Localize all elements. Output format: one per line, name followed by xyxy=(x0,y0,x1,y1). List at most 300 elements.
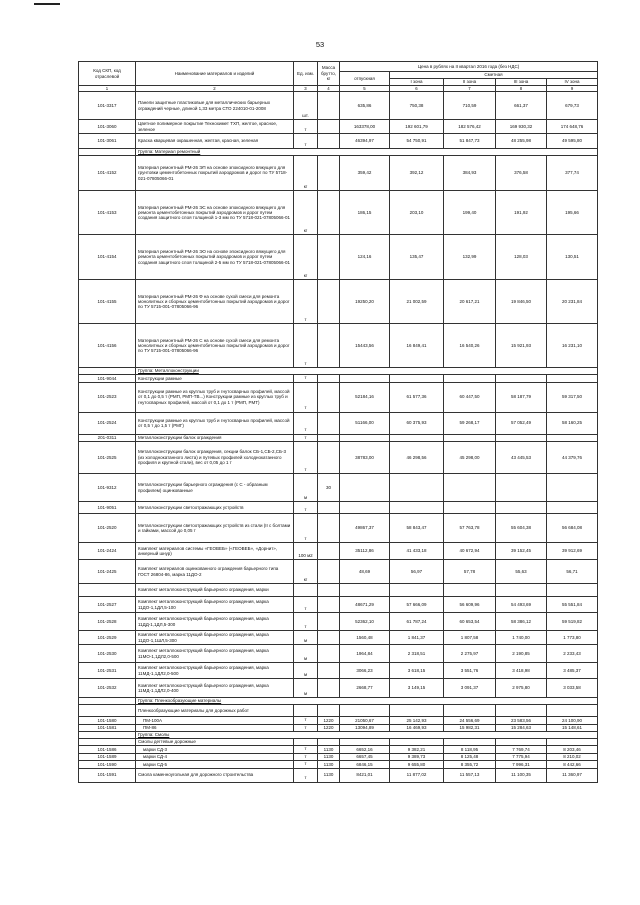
corner-mark xyxy=(34,3,60,5)
table-row xyxy=(79,412,598,434)
cell-code: 101-3061 xyxy=(79,134,136,149)
cell-zone-3: 39 152,45 xyxy=(496,543,547,560)
cell-zone-3 xyxy=(496,739,547,746)
cell-zone-4: 56 684,08 xyxy=(547,514,598,543)
cell-release-price: 6652,16 xyxy=(340,746,390,753)
cell-mass xyxy=(318,679,340,698)
table-row xyxy=(79,724,598,731)
cell-name: Комплект металлоконструкций барьерного ограждения, марка 11МД-1,1ДЛ2,0-500 xyxy=(136,663,294,679)
table-row xyxy=(79,375,598,382)
table-row xyxy=(79,584,598,597)
cell-zone-2: 3 091,37 xyxy=(444,679,496,698)
cell-name: Пленкообразующие материалы для дорожных работ xyxy=(136,705,294,717)
cell-zone-3: 55 604,38 xyxy=(496,514,547,543)
cell-zone-3: 661,37 xyxy=(496,92,547,120)
table-row xyxy=(79,613,598,631)
cell-unit: т xyxy=(294,134,318,149)
cell-code: 101-9312 xyxy=(79,474,136,502)
cell-name: Комплект металлоконструкций барьерного ограждения, марка 11ДО-1,1ШЛ,5-300 xyxy=(136,631,294,645)
group-title: Группа: Металлоконструкции xyxy=(136,368,598,375)
cell-release-price: 1964,84 xyxy=(340,645,390,663)
cell-zone-2: 2 275,97 xyxy=(444,645,496,663)
header-release: отпускная xyxy=(340,72,390,86)
cell-release-price: 2668,77 xyxy=(340,679,390,698)
cell-release-price: 35112,86 xyxy=(340,543,390,560)
table-row xyxy=(79,191,598,235)
cell-zone-3: 19 846,50 xyxy=(496,280,547,324)
table-row xyxy=(79,120,598,134)
table-row xyxy=(79,235,598,280)
cell-release-price: 46394,97 xyxy=(340,134,390,149)
cell-zone-1: 54 750,91 xyxy=(390,134,444,149)
table-row xyxy=(79,382,598,412)
cell-code: 101-4155 xyxy=(79,280,136,324)
cell-release-price: 21050,67 xyxy=(340,717,390,724)
table-row xyxy=(79,156,598,191)
cell-zone-1: 1 841,37 xyxy=(390,631,444,645)
group-title: Группа: Смолы xyxy=(136,732,598,739)
cell-release-price xyxy=(340,705,390,717)
cell-mass xyxy=(318,92,340,120)
cell-zone-2: 59 268,17 xyxy=(444,412,496,434)
cell-zone-3: 55,63 xyxy=(496,560,547,584)
table-row xyxy=(79,597,598,613)
cell-unit: кг xyxy=(294,156,318,191)
cell-code xyxy=(79,368,136,375)
cell-zone-3: 376,58 xyxy=(496,156,547,191)
header-zone-2: II зона xyxy=(444,79,496,86)
cell-zone-4 xyxy=(547,739,598,746)
col-number: 2 xyxy=(136,86,294,92)
cell-name: Конструкции рамные из круглых труб и гнутосварных профилей, массой от 0,1 до 0,5 т (РМП, РМП-ТВ...) Конструкции рамные из круглых труб и гнутосварных профилей, массой от 0,1 до 1 т (РМП, РМТ) xyxy=(136,382,294,412)
cell-name: марки СД-3 xyxy=(136,746,294,753)
cell-unit xyxy=(294,584,318,597)
cell-zone-1: 25 142,93 xyxy=(390,717,444,724)
cell-zone-1 xyxy=(390,584,444,597)
cell-zone-3: 2 190,85 xyxy=(496,645,547,663)
cell-zone-4: 59 519,82 xyxy=(547,613,598,631)
cell-release-price xyxy=(340,434,390,441)
cell-mass: 1220 xyxy=(318,717,340,724)
cell-zone-4 xyxy=(547,434,598,441)
cell-mass xyxy=(318,434,340,441)
cell-unit: м xyxy=(294,663,318,679)
cell-name: Металлоконструкции балок ограждения, секции балок СБ-1,СБ-2,СБ-3 (из холоднокатанного листа) и путевых профилей холоднокатанного профиля и крупной стали), вес от 0,05 до 1 т xyxy=(136,442,294,474)
cell-zone-2: 15 982,31 xyxy=(444,724,496,731)
table-body xyxy=(79,92,598,782)
cell-code: 101-4153 xyxy=(79,191,136,235)
table-row xyxy=(79,717,598,724)
cell-zone-3 xyxy=(496,705,547,717)
cell-unit: т xyxy=(294,502,318,514)
cell-release-price: 13094,89 xyxy=(340,724,390,731)
cell-zone-4: 2 233,43 xyxy=(547,645,598,663)
cell-unit: кг xyxy=(294,560,318,584)
cell-name: Смола каменноугольная для дорожного строительства xyxy=(136,768,294,782)
cell-code: 101-1580 xyxy=(79,717,136,724)
cell-zone-1 xyxy=(390,375,444,382)
cell-zone-3: 7 769,74 xyxy=(496,746,547,753)
cell-release-price: 6657,45 xyxy=(340,753,390,760)
cell-name: Краска кварцевая окрашенная, желтая, красная, зеленая xyxy=(136,134,294,149)
cell-code: 101-2525 xyxy=(79,442,136,474)
cell-code: 101-2524 xyxy=(79,412,136,434)
cell-name: Материал ремонтный РМ-26 С на основе сухой смеси для ремонта монолитных и сборных цементобетонных покрытий аэродромов и дорог по ТУ 5715-001-07805066-96 xyxy=(136,324,294,368)
table-row xyxy=(79,543,598,560)
table-row xyxy=(79,560,598,584)
cell-unit: м xyxy=(294,645,318,663)
cell-zone-2: 40 672,94 xyxy=(444,543,496,560)
cell-unit: м xyxy=(294,631,318,645)
header-code: Код СКП, код отраслевой xyxy=(79,62,136,86)
cell-code: 101-1591 xyxy=(79,768,136,782)
cell-mass xyxy=(318,442,340,474)
cell-mass: 1130 xyxy=(318,761,340,768)
cell-zone-4: 1 773,80 xyxy=(547,631,598,645)
cell-release-price xyxy=(340,474,390,502)
cell-mass xyxy=(318,235,340,280)
cell-mass xyxy=(318,514,340,543)
cell-zone-2 xyxy=(444,434,496,441)
cell-unit: кг xyxy=(294,235,318,280)
col-number: 3 xyxy=(294,86,318,92)
cell-unit: т xyxy=(294,597,318,613)
cell-release-price xyxy=(340,502,390,514)
cell-name: Конструкции рамные из круглых труб и гнутосварных профилей, массой от 0,5 т до 1,5 т (РМГ) xyxy=(136,412,294,434)
header-unit: Ед. изм. xyxy=(294,62,318,86)
cell-name: Цветное полимерное покрытие Технохимет ТХП, желтое, красное, зеленое xyxy=(136,120,294,134)
cell-unit: т xyxy=(294,434,318,441)
cell-name: Комплект металлоконструкций барьерного ограждения, марки xyxy=(136,584,294,597)
col-number: 6 xyxy=(390,86,444,92)
cell-mass: 1130 xyxy=(318,768,340,782)
cell-zone-3: 15 284,63 xyxy=(496,724,547,731)
cell-mass xyxy=(318,597,340,613)
cell-code: 101-4152 xyxy=(79,156,136,191)
cell-code: 101-9051 xyxy=(79,502,136,514)
cell-code: 201-0311 xyxy=(79,434,136,441)
cell-zone-1: 56,97 xyxy=(390,560,444,584)
cell-mass xyxy=(318,502,340,514)
cell-release-price xyxy=(340,584,390,597)
cell-zone-2 xyxy=(444,474,496,502)
cell-unit: м xyxy=(294,474,318,502)
cell-code: 101-3317 xyxy=(79,92,136,120)
cell-mass xyxy=(318,382,340,412)
group-row xyxy=(79,368,598,375)
cell-release-price: 48671,29 xyxy=(340,597,390,613)
cell-zone-1: 16 469,93 xyxy=(390,724,444,731)
cell-release-price: 6846,15 xyxy=(340,761,390,768)
cell-zone-1: 750,38 xyxy=(390,92,444,120)
cell-zone-4: 130,51 xyxy=(547,235,598,280)
cell-code: 101-2425 xyxy=(79,560,136,584)
cell-zone-4: 24 100,90 xyxy=(547,717,598,724)
cell-code: 101-2528 xyxy=(79,613,136,631)
cell-zone-4: 3 485,37 xyxy=(547,663,598,679)
cell-zone-3 xyxy=(496,375,547,382)
cell-unit: т xyxy=(294,375,318,382)
cell-zone-1: 58 843,47 xyxy=(390,514,444,543)
cell-unit: т xyxy=(294,746,318,753)
cell-code: 101-3060 xyxy=(79,120,136,134)
cell-name: Конструкции рамные xyxy=(136,375,294,382)
table-row xyxy=(79,92,598,120)
cell-zone-1: 11 877,02 xyxy=(390,768,444,782)
cell-zone-1 xyxy=(390,739,444,746)
cell-release-price: 1560,48 xyxy=(340,631,390,645)
table-row xyxy=(79,280,598,324)
cell-mass xyxy=(318,560,340,584)
cell-mass xyxy=(318,375,340,382)
cell-zone-1: 61 577,36 xyxy=(390,382,444,412)
cell-unit: м xyxy=(294,679,318,698)
col-number: 5 xyxy=(340,86,390,92)
cell-zone-3 xyxy=(496,584,547,597)
cell-mass xyxy=(318,739,340,746)
cell-zone-4: 679,73 xyxy=(547,92,598,120)
cell-zone-3: 58 386,12 xyxy=(496,613,547,631)
group-row xyxy=(79,149,598,156)
cell-release-price: 124,16 xyxy=(340,235,390,280)
group-row xyxy=(79,698,598,705)
cell-zone-2: 51 847,73 xyxy=(444,134,496,149)
cell-mass xyxy=(318,631,340,645)
cell-name: ПМ-100А xyxy=(136,717,294,724)
cell-zone-3 xyxy=(496,502,547,514)
header-name: Наименование материалов и изделий xyxy=(136,62,294,86)
cell-zone-3 xyxy=(496,434,547,441)
cell-zone-2: 56 609,96 xyxy=(444,597,496,613)
cell-mass xyxy=(318,705,340,717)
cell-zone-4: 39 912,69 xyxy=(547,543,598,560)
cell-zone-4 xyxy=(547,705,598,717)
cell-zone-4: 55 551,84 xyxy=(547,597,598,613)
cell-zone-2 xyxy=(444,502,496,514)
group-title: Группа: Пленкообразующие материалы xyxy=(136,698,598,705)
cell-zone-1: 203,10 xyxy=(390,191,444,235)
cell-code: 101-1581 xyxy=(79,724,136,731)
cell-unit: т xyxy=(294,761,318,768)
cell-unit xyxy=(294,705,318,717)
table-row xyxy=(79,631,598,645)
col-number: 4 xyxy=(318,86,340,92)
cell-zone-2 xyxy=(444,584,496,597)
cell-zone-1: 21 002,59 xyxy=(390,280,444,324)
cell-unit: т xyxy=(294,412,318,434)
cell-name: Комплект металлоконструкций барьерного ограждения, марка 11ДО-1,1ДЛ,5-100 xyxy=(136,597,294,613)
cell-mass xyxy=(318,120,340,134)
table-row xyxy=(79,753,598,760)
cell-mass xyxy=(318,134,340,149)
cell-mass xyxy=(318,613,340,631)
cell-name: Комплект металлоконструкций барьерного ограждения, марка 11МД-1,1ДЛ2,0-400 xyxy=(136,679,294,698)
cell-name: Комплект металлоконструкций барьерного ограждения, марка 11МО-1,1ДЛ2,0-500 xyxy=(136,645,294,663)
cell-zone-1: 16 849,41 xyxy=(390,324,444,368)
cell-code xyxy=(79,705,136,717)
cell-zone-1 xyxy=(390,705,444,717)
cell-name: Комплект металлоконструкций барьерного ограждения, марка 11ДД-1,1ДЛ,5-300 xyxy=(136,613,294,631)
col-number: 9 xyxy=(547,86,598,92)
cell-zone-2: 199,40 xyxy=(444,191,496,235)
cell-zone-1: 46 298,56 xyxy=(390,442,444,474)
cell-zone-4: 56,71 xyxy=(547,560,598,584)
cell-zone-3: 15 921,93 xyxy=(496,324,547,368)
cell-unit: т xyxy=(294,514,318,543)
cell-unit: т xyxy=(294,120,318,134)
cell-zone-1 xyxy=(390,502,444,514)
cell-zone-4: 3 033,58 xyxy=(547,679,598,698)
cell-zone-2: 8 125,48 xyxy=(444,753,496,760)
cell-code xyxy=(79,739,136,746)
cell-zone-1: 3 149,15 xyxy=(390,679,444,698)
cell-release-price: 8421,01 xyxy=(340,768,390,782)
cell-zone-1: 192 601,79 xyxy=(390,120,444,134)
cell-release-price: 49867,37 xyxy=(340,514,390,543)
cell-zone-2: 57 763,78 xyxy=(444,514,496,543)
cell-code: 101-9044 xyxy=(79,375,136,382)
header-zone-1: I зона xyxy=(390,79,444,86)
cell-zone-2: 45 298,00 xyxy=(444,442,496,474)
cell-mass xyxy=(318,543,340,560)
cell-mass xyxy=(318,584,340,597)
cell-release-price: 48,69 xyxy=(340,560,390,584)
cell-zone-1: 3 618,15 xyxy=(390,663,444,679)
cell-mass xyxy=(318,663,340,679)
cell-zone-2: 1 807,58 xyxy=(444,631,496,645)
table-row xyxy=(79,434,598,441)
cell-zone-1 xyxy=(390,474,444,502)
cell-zone-2: 16 540,26 xyxy=(444,324,496,368)
cell-zone-4 xyxy=(547,502,598,514)
cell-zone-1: 9 655,80 xyxy=(390,761,444,768)
cell-release-price: 19250,20 xyxy=(340,280,390,324)
cell-code: 101-1589 xyxy=(79,753,136,760)
cell-zone-2: 20 617,21 xyxy=(444,280,496,324)
table-row xyxy=(79,324,598,368)
cell-zone-2: 132,99 xyxy=(444,235,496,280)
cell-release-price: 15443,56 xyxy=(340,324,390,368)
cell-release-price: 186,15 xyxy=(340,191,390,235)
cell-mass xyxy=(318,324,340,368)
cell-name: Металлоконструкции барьерного ограждения (с С - образным профилем) оцинкованные xyxy=(136,474,294,502)
cell-zone-3: 2 975,80 xyxy=(496,679,547,698)
cell-mass: 1130 xyxy=(318,753,340,760)
cell-code: 101-2527 xyxy=(79,597,136,613)
cell-code xyxy=(79,698,136,705)
cell-zone-3: 3 418,98 xyxy=(496,663,547,679)
cell-zone-1: 135,47 xyxy=(390,235,444,280)
cell-zone-2 xyxy=(444,375,496,382)
cell-zone-4: 377,74 xyxy=(547,156,598,191)
cell-unit: 100 м2 xyxy=(294,543,318,560)
cell-zone-3: 57 052,49 xyxy=(496,412,547,434)
cell-release-price xyxy=(340,739,390,746)
cell-name: Комплект материалов оцинкованного ограждения барьерного типа ГОСТ 26804-86, марка 11ДО-2 xyxy=(136,560,294,584)
cell-mass xyxy=(318,280,340,324)
cell-zone-2: 8 118,95 xyxy=(444,746,496,753)
cell-unit: т xyxy=(294,768,318,782)
cell-zone-1: 2 318,51 xyxy=(390,645,444,663)
cell-unit: шт. xyxy=(294,92,318,120)
cell-zone-4: 44 379,76 xyxy=(547,442,598,474)
cell-zone-2: 60 447,50 xyxy=(444,382,496,412)
cell-name: Металлоконструкции балок ограждения xyxy=(136,434,294,441)
cell-zone-4 xyxy=(547,584,598,597)
cell-zone-2: 60 653,54 xyxy=(444,613,496,631)
cell-zone-1: 392,12 xyxy=(390,156,444,191)
table-row xyxy=(79,761,598,768)
cell-code: 101-2529 xyxy=(79,631,136,645)
cell-release-price: 52362,10 xyxy=(340,613,390,631)
cell-zone-1: 57 666,09 xyxy=(390,597,444,613)
cell-unit: т xyxy=(294,324,318,368)
cell-code: 101-1590 xyxy=(79,761,136,768)
cell-zone-3: 1 740,00 xyxy=(496,631,547,645)
cell-zone-3: 54 493,69 xyxy=(496,597,547,613)
cell-zone-1: 61 787,24 xyxy=(390,613,444,631)
cell-zone-1: 9 382,21 xyxy=(390,746,444,753)
cell-zone-3: 7 775,94 xyxy=(496,753,547,760)
cell-release-price: 359,42 xyxy=(340,156,390,191)
cell-zone-2: 710,59 xyxy=(444,92,496,120)
table-row xyxy=(79,502,598,514)
group-title: Группа: Материал ремонтный xyxy=(136,149,598,156)
cell-zone-3: 11 100,35 xyxy=(496,768,547,782)
table-row xyxy=(79,705,598,717)
cell-unit: т xyxy=(294,724,318,731)
cell-zone-3 xyxy=(496,474,547,502)
cell-zone-4: 8 442,66 xyxy=(547,761,598,768)
header-zone-3: III зона xyxy=(496,79,547,86)
cell-unit: т xyxy=(294,280,318,324)
cell-release-price: 38783,00 xyxy=(340,442,390,474)
table-row xyxy=(79,663,598,679)
cell-zone-4: 8 203,46 xyxy=(547,746,598,753)
price-table xyxy=(78,61,598,783)
cell-zone-2: 57,78 xyxy=(444,560,496,584)
cell-zone-4: 16 231,10 xyxy=(547,324,598,368)
group-row xyxy=(79,732,598,739)
table-row xyxy=(79,746,598,753)
header-estimate: Сметная xyxy=(390,72,598,79)
cell-name: Материал ремонтный РМ-26 ЭС на основе эпоксидного вяжущего для ремонта цементобетонных покрытий аэродромов и дорог путем создания защитного слоя толщиной 1-3 мм по ТУ 5718-021-07805066-01 xyxy=(136,191,294,235)
cell-unit: т xyxy=(294,753,318,760)
cell-zone-3: 191,92 xyxy=(496,191,547,235)
cell-name: Материал ремонтный РМ-26 Ф на основе сухой смеси для ремонта монолитных и сборных цементобетонных покрытий аэродромов и дорог по ТУ 5715-001-07805066-96 xyxy=(136,280,294,324)
cell-zone-4: 8 210,02 xyxy=(547,753,598,760)
cell-mass: 1220 xyxy=(318,724,340,731)
cell-zone-2: 11 557,13 xyxy=(444,768,496,782)
table-row xyxy=(79,739,598,746)
cell-name: марки СД-4 xyxy=(136,753,294,760)
cell-code xyxy=(79,149,136,156)
cell-zone-4: 20 231,84 xyxy=(547,280,598,324)
cell-zone-1: 41 433,18 xyxy=(390,543,444,560)
cell-release-price: 635,86 xyxy=(340,92,390,120)
cell-name: Металлоконструкции светоотражающих устройств xyxy=(136,502,294,514)
page-number: 53 xyxy=(315,40,325,49)
cell-zone-1: 60 375,93 xyxy=(390,412,444,434)
cell-name: Комплект материалов системы «ГЕОВЕБ» («ГЕОВЕБ», «Дорнит», анкерный шнур) xyxy=(136,543,294,560)
cell-unit xyxy=(294,739,318,746)
table-row xyxy=(79,645,598,663)
cell-zone-3: 23 583,56 xyxy=(496,717,547,724)
cell-zone-3: 43 445,53 xyxy=(496,442,547,474)
cell-zone-4: 11 360,97 xyxy=(547,768,598,782)
cell-unit: кг xyxy=(294,191,318,235)
cell-code: 101-2530 xyxy=(79,645,136,663)
